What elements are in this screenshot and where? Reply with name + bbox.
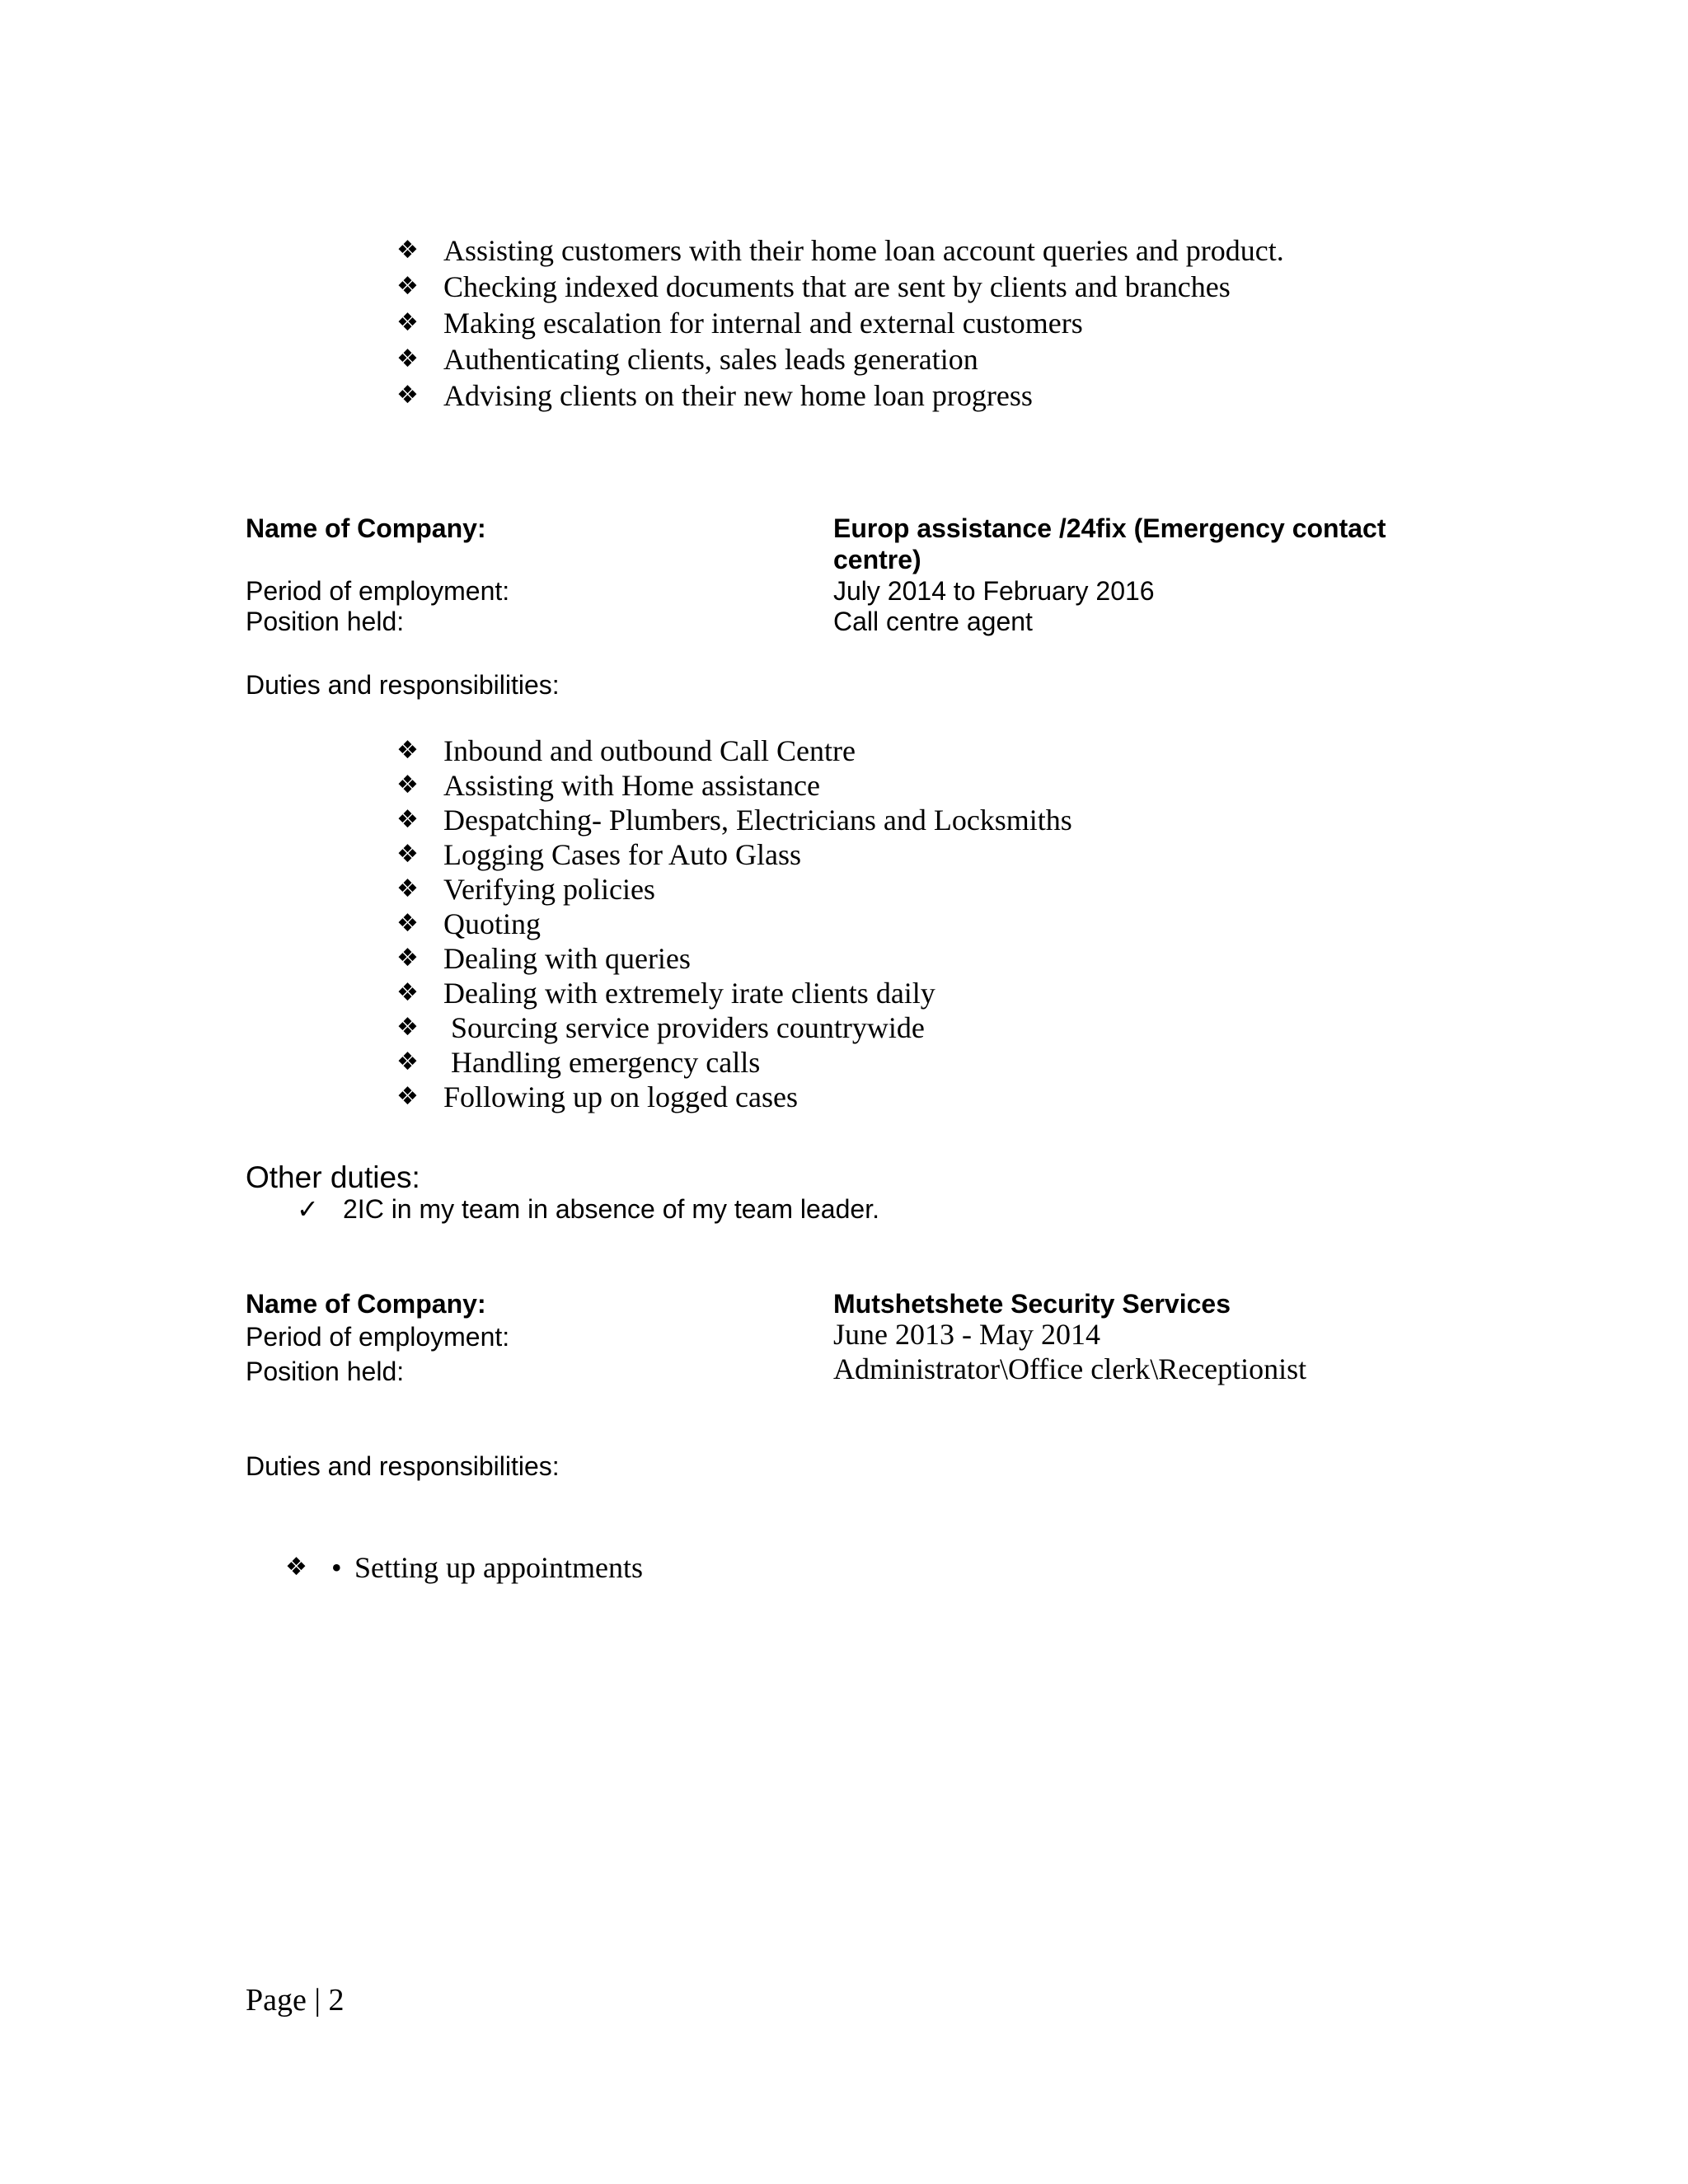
list-item-text: Inbound and outbound Call Centre [443, 734, 856, 767]
europ-company-value-line2: centre) [833, 545, 921, 574]
list-item-text: Assisting with Home assistance [443, 769, 820, 802]
list-item-text: Making escalation for internal and external customers [443, 307, 1083, 340]
list-item-text: Authenticating clients, sales leads generation [443, 343, 978, 376]
list-item-text: Quoting [443, 907, 542, 940]
list-item-text: Assisting customers with their home loan account queries and product. [443, 234, 1284, 267]
diamond-bullet-icon: ❖ [396, 1013, 419, 1042]
list-item-text: Advising clients on their new home loan progress [443, 379, 1033, 412]
mutsh-duties-label: Duties and responsibilities: [246, 1451, 560, 1481]
diamond-bullet-icon: ❖ [396, 874, 419, 903]
other-duties-text: 2IC in my team in absence of my team leader. [343, 1194, 879, 1224]
europ-company-value-line1: Europ assistance /24fix (Emergency contact [833, 513, 1386, 543]
mutsh-company-value: Mutshetshete Security Services [833, 1289, 1231, 1319]
mutsh-duty-text: Setting up appointments [354, 1551, 643, 1584]
page-number: Page | 2 [246, 1983, 345, 2018]
mutsh-period-label: Period of employment: [246, 1322, 510, 1352]
diamond-bullet-icon: ❖ [396, 1047, 419, 1076]
diamond-bullet-icon: ❖ [396, 978, 419, 1007]
mutsh-position-value: Administrator\Office clerk\Receptionist [833, 1352, 1307, 1385]
list-item-text: Handling emergency calls [451, 1046, 761, 1079]
checkmark-icon: ✓ [297, 1193, 319, 1225]
diamond-bullet-icon: ❖ [396, 1082, 419, 1111]
list-item-text: Dealing with extremely irate clients daily [443, 977, 935, 1010]
europ-position-value: Call centre agent [833, 607, 1033, 636]
europ-position-label: Position held: [246, 607, 405, 636]
diamond-bullet-icon: ❖ [396, 909, 419, 938]
diamond-bullet-icon: ❖ [396, 805, 419, 834]
europ-company-label: Name of Company: [246, 513, 486, 543]
europ-period-value: July 2014 to February 2016 [833, 576, 1155, 606]
other-duties-title: Other duties: [246, 1160, 420, 1194]
diamond-bullet-icon: ❖ [396, 272, 419, 301]
diamond-bullet-icon: ❖ [396, 381, 419, 410]
list-item-text: Despatching- Plumbers, Electricians and Locksmiths [443, 804, 1072, 837]
europ-duties-label: Duties and responsibilities: [246, 670, 560, 700]
list-item-text: Sourcing service providers countrywide [451, 1011, 925, 1044]
mutsh-position-label: Position held: [246, 1357, 405, 1386]
diamond-bullet-icon: ❖ [396, 736, 419, 765]
list-item-text: Logging Cases for Auto Glass [443, 838, 801, 871]
diamond-bullet-icon: ❖ [396, 308, 419, 337]
europ-period-label: Period of employment: [246, 576, 510, 606]
mutsh-company-label: Name of Company: [246, 1289, 486, 1319]
diamond-bullet-icon: ❖ [396, 344, 419, 373]
diamond-bullet-icon: ❖ [396, 236, 419, 265]
list-item-text: Checking indexed documents that are sent by clients and branches [443, 270, 1231, 303]
diamond-bullet-icon: ❖ [396, 771, 419, 799]
list-item-text: Following up on logged cases [443, 1080, 798, 1113]
diamond-bullet-icon: ❖ [285, 1553, 307, 1582]
list-item-text: Dealing with queries [443, 942, 691, 975]
list-item-text: Verifying policies [443, 873, 655, 906]
dot-bullet-icon: • [331, 1551, 342, 1584]
diamond-bullet-icon: ❖ [396, 840, 419, 869]
diamond-bullet-icon: ❖ [396, 944, 419, 972]
mutsh-period-value: June 2013 - May 2014 [833, 1318, 1100, 1351]
